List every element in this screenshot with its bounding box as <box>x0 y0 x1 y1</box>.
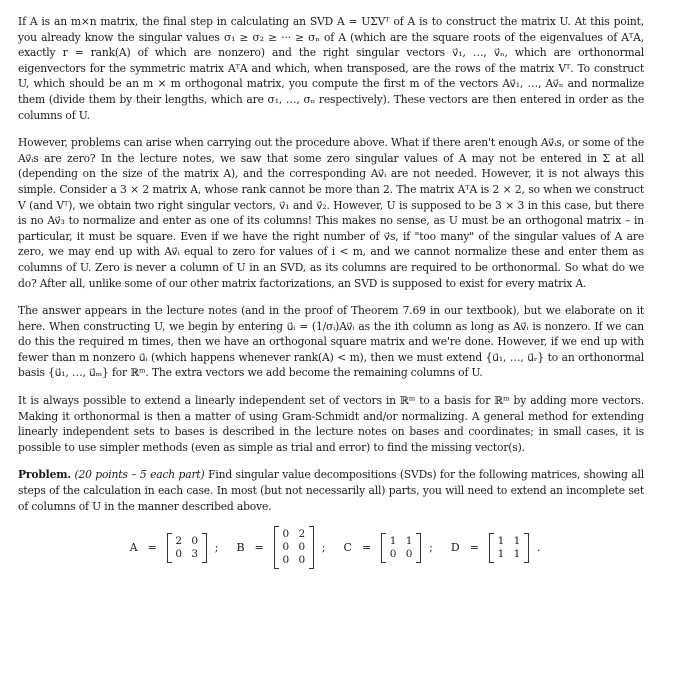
matrix-cell: 0 <box>175 547 183 560</box>
matrix-cell: 2 <box>175 534 183 547</box>
matrix-cell: 0 <box>298 541 306 554</box>
matrix-cell: 0 <box>282 528 290 541</box>
document-body <box>18 14 644 569</box>
matrix-cell: 0 <box>389 547 397 560</box>
matrix-name: D <box>450 541 460 555</box>
matrix-cell: 1 <box>513 547 521 560</box>
problem-label: Problem. <box>18 468 71 482</box>
matrix-cell: 1 <box>405 534 413 547</box>
matrix-cell: 3 <box>191 547 199 560</box>
matrix-cell: 0 <box>405 547 413 560</box>
paragraph-intro: If A is an m×n matrix, the final step in calculating an SVD A = UΣVᵀ of A is to construct the matrix U. At this point, you already know the singular values σ₁ ≥ σ₂ ≥ ··· ≥ σₙ of A (which are the square roots of the eigenvalues of AᵀA, exactly r = rank(A) of which are nonzero) and the right singular vectors v⃗₁, …, v⃗ₙ, which are orthonormal eigenvectors for the symmetric matrix AᵀA and which, when transposed, are the rows of the matrix Vᵀ. To construct U, which should be an m × m orthogonal matrix, you compute the first m of the vectors Av⃗₁, …, Av⃗ₙ and normalize them (divide them by their lengths, which are σ₁, …, σₙ respectively). These vectors are then entered in order as the columns of U. <box>18 15 644 122</box>
paragraph-problems: However, problems can arise when carrying out the procedure above. What if there aren't enough Av⃗ᵢs, or some of the Av⃗ᵢs are zero? In the lecture notes, we saw that some zero singular values of A may not be entered in Σ at all (depending on the size of the matrix A), and the corresponding Av⃗ᵢ are not needed. However, it is not always this simple. Consider a 3 × 2 matrix A, whose rank cannot be more than 2. The matrix AᵀA is 2 × 2, so when we construct V (and Vᵀ), we obtain two right singular vectors, v⃗₁ and v⃗₂. However, U is supposed to be 3 × 3 in this case, but there is no Av⃗₃ to normalize and enter as one of its columns! This makes no sense, as U must be an orthogonal matrix – in particular, it must be square. Even if we have the right number of v⃗s, if "too many" of the singular values of A are zero, we may end up with Av⃗ᵢ equal to zero for values of i < m, and we cannot normalize these and enter them as columns of U. Zero is never a column of U in an SVD, as its columns are required to be orthonormal. So what do we do? After all, unlike some of our other matrix factorizations, an SVD is supposed to exist for every matrix A. <box>18 136 644 290</box>
matrix-list: A = 2 0 0 3 ; B = 0 2 0 0 0 0 ; C = 1 1 0 0 ; D = 1 1 1 1 . <box>18 526 644 569</box>
matrix-cell: 1 <box>513 534 521 547</box>
matrix-cell: 2 <box>298 528 306 541</box>
problem-points: (20 points – 5 each part) <box>74 468 205 482</box>
paragraph-answer: The answer appears in the lecture notes (and in the proof of Theorem 7.69 in our textbook), but we elaborate on it here. When constructing U, we begin by entering u⃗ᵢ = (1/σᵢ)Av⃗ᵢ as the ith column as long as Av⃗ᵢ is nonzero. If we can do this the required m times, then we have an orthogonal square matrix and we're done. However, if we end up with fewer than m nonzero u⃗ᵢ (which happens whenever rank(A) < m), then we must extend {u⃗₁, …, u⃗ᵣ} to an orthonormal basis {u⃗₁, …, u⃗ₘ} for ℝᵐ. The extra vectors we add become the remaining columns of U. <box>18 304 644 380</box>
matrix-cell: 0 <box>191 534 199 547</box>
matrix-a <box>167 533 207 563</box>
matrix-name: C <box>343 541 352 555</box>
matrix-cell: 1 <box>389 534 397 547</box>
matrix-cell: 0 <box>282 554 290 567</box>
paragraph-extension: It is always possible to extend a linearly independent set of vectors in ℝᵐ to a basis for ℝᵐ by adding more vectors. Making it orthonormal is then a matter of using Gram-Schmidt and/or normalizing. A general method for extending linearly independent sets to bases is described in the lecture notes on bases and coordinates; in small cases, it is possible to use simpler methods (even as simple as trial and error) to find the missing vector(s). <box>18 394 644 454</box>
matrix-cell: 1 <box>497 547 505 560</box>
matrix-cell: 0 <box>282 541 290 554</box>
matrix-name: A <box>129 541 138 555</box>
matrix-b <box>274 526 314 569</box>
matrix-c <box>381 533 421 563</box>
matrix-d <box>489 533 529 563</box>
matrix-name: B <box>236 541 245 555</box>
matrix-cell: 1 <box>497 534 505 547</box>
problem-statement <box>18 467 644 514</box>
matrix-cell: 0 <box>298 554 306 567</box>
problem-text: Find singular value decompositions (SVDs) for the following matrices, showing all steps of the calculation in each case. In most (but not necessarily all) parts, you will need to extend an incomplete set of columns of U in the manner described above. <box>18 468 645 513</box>
